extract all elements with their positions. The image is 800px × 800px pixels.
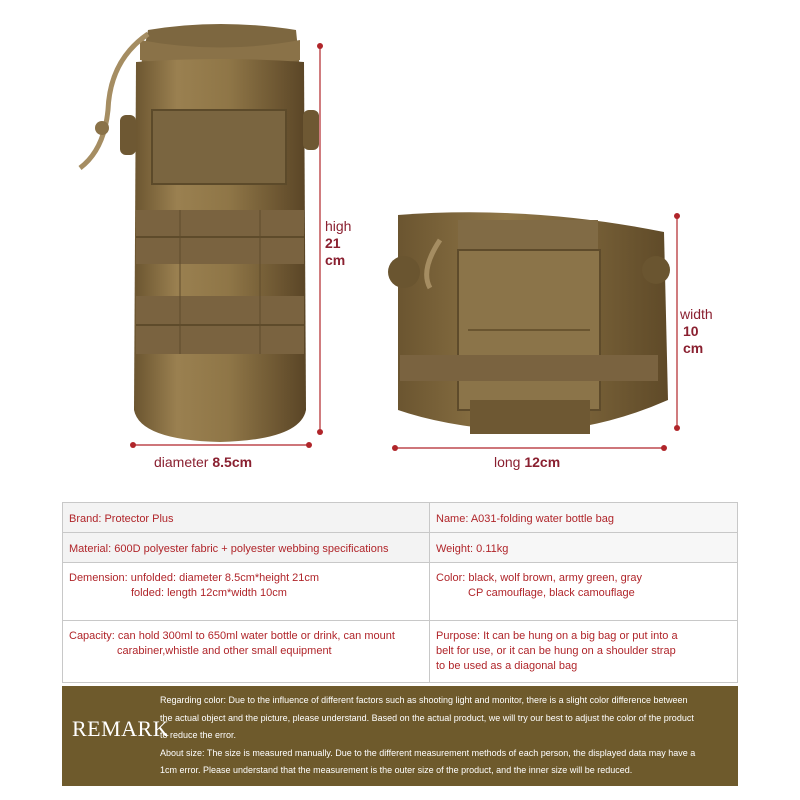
diameter-word: diameter	[154, 454, 209, 470]
table-row	[63, 503, 738, 533]
table-row	[63, 533, 738, 563]
purpose-cell	[430, 621, 738, 683]
folded-pouch-image	[388, 212, 670, 434]
height-unit: cm	[325, 252, 346, 268]
diameter-value: 8.5cm	[212, 454, 253, 470]
height-word: high	[325, 218, 352, 234]
long-value: 12cm	[524, 454, 561, 470]
color-cell	[430, 563, 738, 621]
remark-body	[160, 692, 732, 780]
purpose-line-1: Purpose: It can be hung on a big bag or put into a	[436, 630, 678, 642]
diameter-label	[154, 454, 252, 471]
remark-banner	[62, 686, 738, 786]
color-line-2: CP camouflage, black camouflage	[468, 587, 635, 599]
purpose-line-3: to be used as a diagonal bag	[436, 660, 578, 672]
width-unit: cm	[683, 340, 704, 356]
long-label	[494, 454, 560, 471]
remark-line-1: Regarding color: Due to the influence of different factors such as shooting light and monitor, there is a slight color difference between	[160, 695, 688, 705]
weight-cell: Weight: 0.11kg	[430, 533, 738, 563]
remark-title: REMARK	[72, 716, 170, 741]
remark-line-2: the actual object and the picture, please understand. Based on the actual product, we will try our best to adjust the color of the product	[160, 712, 694, 723]
width-word: width	[680, 306, 713, 322]
color-line-1: Color: black, wolf brown, army green, gray	[436, 572, 643, 584]
width-label	[680, 306, 713, 357]
dimension-cell	[63, 563, 430, 621]
capacity-line-2: carabiner,whistle and other small equipment	[117, 645, 332, 657]
width-value: 10	[683, 323, 699, 339]
capacity-cell	[63, 621, 430, 683]
dimension-line-2: folded: length 12cm*width 10cm	[131, 587, 287, 599]
brand-cell: Brand: Protector Plus	[63, 503, 430, 533]
material-cell: Material: 600D polyester fabric + polyester webbing specifications	[63, 533, 430, 563]
purpose-line-2: belt for use, or it can be hung on a shoulder strap	[436, 645, 676, 657]
table-row	[63, 563, 738, 621]
bottle-pouch-image	[80, 24, 319, 442]
dimension-line-1: Demension: unfolded: diameter 8.5cm*height 21cm	[69, 572, 320, 584]
table-row	[63, 621, 738, 683]
height-label	[325, 218, 351, 269]
height-value: 21	[325, 235, 341, 251]
remark-line-4: About size: The size is measured manually. Due to the different measurement methods of each person, the displayed data may have a	[160, 747, 696, 758]
capacity-line-1: Capacity: can hold 300ml to 650ml water bottle or drink, can mount	[69, 630, 395, 642]
remark-line-5: 1cm error. Please understand that the measurement is the outer size of the product, and the inner size will be reduced.	[160, 765, 633, 775]
remark-line-3: to reduce the error.	[160, 730, 237, 740]
spec-table	[62, 502, 738, 683]
name-cell: Name: A031-folding water bottle bag	[430, 503, 738, 533]
long-word: long	[494, 454, 521, 470]
